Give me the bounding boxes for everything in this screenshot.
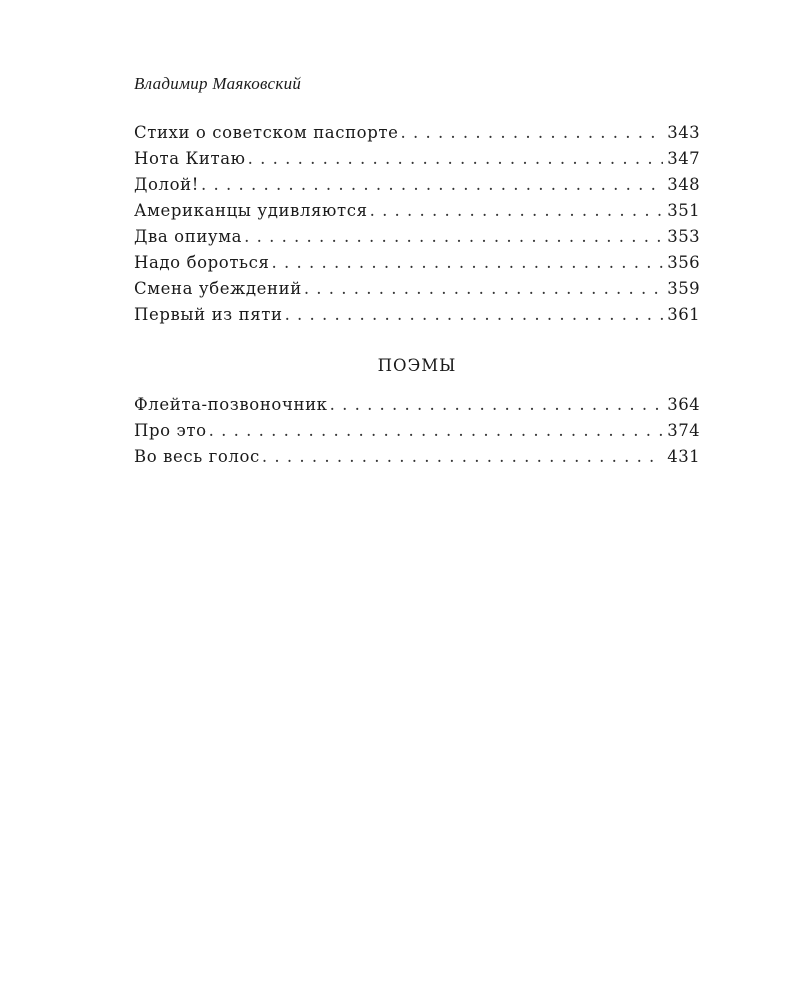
toc-entry-page: 347 [667,149,700,168]
toc-entry [134,120,700,146]
toc-entry-title: Флейта-позвоночник [134,395,328,414]
toc-entry-page: 348 [667,175,700,194]
toc-entry-page: 361 [667,305,700,324]
toc-entry-page: 364 [667,395,700,414]
dot-leader [400,120,663,146]
toc-entry-page: 351 [667,201,700,220]
dot-leader [209,418,664,444]
toc-entry-title: Первый из пяти [134,305,283,324]
toc-entry-title: Стихи о советском паспорте [134,123,399,142]
dot-leader [248,146,664,172]
toc-entry [134,250,700,276]
toc-entry [134,276,700,302]
toc-list-poems [134,120,700,328]
toc-entry-page: 374 [667,421,700,440]
dot-leader [285,302,664,328]
toc-entry [134,198,700,224]
toc-entry-title: Надо бороться [134,253,270,272]
toc-entry-title: Во весь голос [134,447,260,466]
dot-leader [262,444,663,470]
toc-entry-title: Американцы удивляются [134,201,368,220]
dot-leader [370,198,664,224]
toc-entry-page: 359 [667,279,700,298]
toc-entry [134,418,700,444]
toc-entry [134,392,700,418]
toc-list-long-poems [134,392,700,470]
toc-entry-title: Смена убеждений [134,279,302,298]
section-heading: ПОЭМЫ [377,356,457,375]
toc-entry [134,302,700,328]
dot-leader [330,392,664,418]
toc-entry-page: 343 [667,123,700,142]
dot-leader [304,276,663,302]
dot-leader [272,250,664,276]
toc-entry-title: Про это [134,421,207,440]
toc-entry-page: 356 [667,253,700,272]
running-head-author: Владимир Маяковский [134,74,302,93]
dot-leader [201,172,663,198]
toc-entry-page: 431 [667,447,700,466]
toc-entry [134,444,700,470]
toc-entry-page: 353 [667,227,700,246]
toc-entry-title: Долой! [134,175,199,194]
toc-entry [134,224,700,250]
dot-leader [244,224,663,250]
toc-entry [134,172,700,198]
toc-entry-title: Два опиума [134,227,243,246]
toc-entry [134,146,700,172]
toc-entry-title: Нота Китаю [134,149,246,168]
